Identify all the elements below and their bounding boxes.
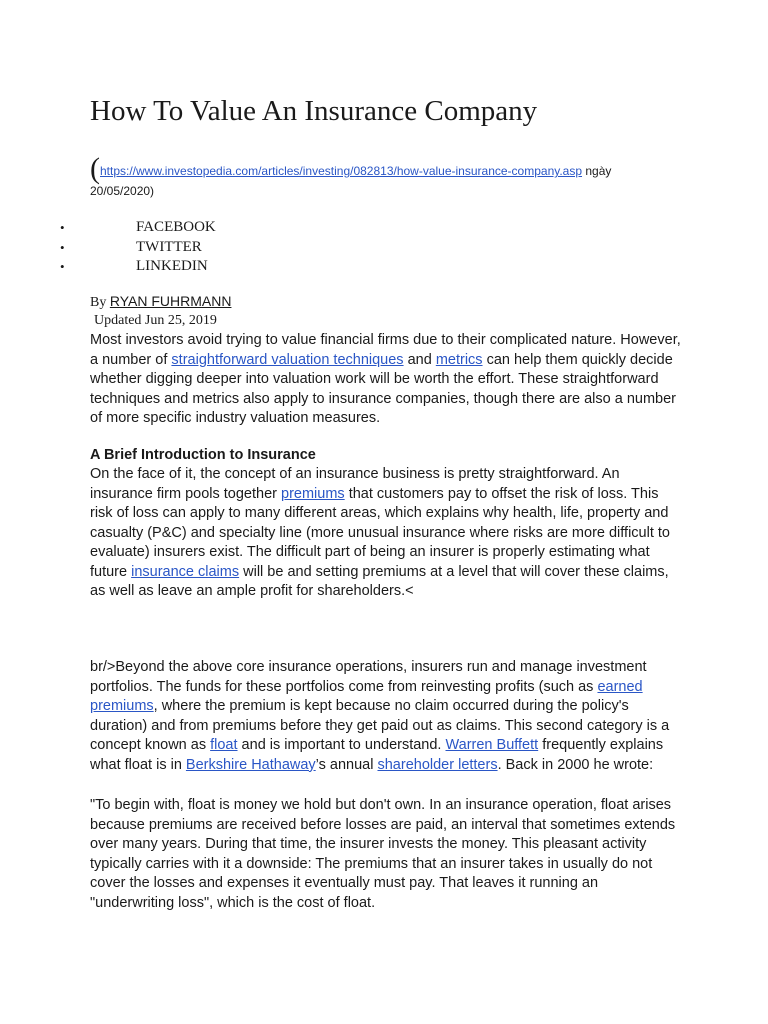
source-open-paren: (: [90, 152, 100, 185]
source-suffix: ngày: [582, 164, 612, 178]
byline-prefix: By: [90, 295, 110, 310]
text-run: On the face of it, the concept of an insurance business is pretty straightforward. An insurance firm pools together: [90, 466, 620, 502]
share-facebook-label[interactable]: FACEBOOK: [136, 219, 216, 235]
section-heading: A Brief Introduction to Insurance: [90, 447, 316, 463]
text-run: and is important to understand.: [237, 737, 446, 753]
paragraph-insurance-intro: [90, 465, 682, 602]
paragraph-intro: [90, 331, 682, 429]
valuation-techniques-link[interactable]: straightforward valuation techniques: [171, 351, 404, 368]
paragraph-float: [90, 658, 682, 775]
warren-buffett-link[interactable]: Warren Buffett: [445, 737, 539, 753]
bullet-icon: •: [60, 239, 65, 255]
text-run: that customers pay to offset the risk of loss. This risk of loss can apply to many different areas, which explains why health, life, property and casualty (P&C) and specialty line (more unusual insurance where risks are more difficult to evaluate) insurers exist. The difficult part of being an insurer is properly estimating what future: [90, 485, 670, 580]
bullet-icon: •: [60, 220, 65, 235]
text-run: and: [403, 351, 436, 368]
premiums-link[interactable]: premiums: [281, 485, 345, 502]
text-run: can help them quickly decide whether digging deeper into valuation work will be worth the effort. These straightforward techniques and metrics also apply to insurance companies, though there are also a number of more specific industry valuation measures.: [90, 351, 676, 426]
source-citation: [90, 152, 690, 198]
berkshire-hathaway-link[interactable]: Berkshire Hathaway: [185, 756, 316, 773]
text-run: ’s annual: [315, 756, 378, 773]
text-run: br/>Beyond the above core insurance operations, insurers run and manage investment portfolios. The funds for these portfolios come from reinvesting profits (such as: [90, 659, 647, 695]
updated-date: Updated Jun 25, 2019: [94, 313, 217, 328]
bullet-icon: •: [60, 259, 65, 274]
source-url-link[interactable]: https://www.investopedia.com/articles/investing/082813/how-value-insurance-company.asp: [100, 164, 583, 178]
page-title: How To Value An Insurance Company: [90, 95, 538, 127]
text-run: frequently explains what float is in: [90, 737, 664, 773]
byline: [90, 292, 231, 312]
text-run: . Back in 2000 he wrote:: [497, 756, 654, 773]
float-link[interactable]: float: [210, 737, 238, 753]
text-run: , where the premium is kept because no claim occurred during the policy's duration) and from premiums before they get paid out as claims. This second category is a concept known as: [90, 698, 670, 753]
text-run: Most investors avoid trying to value financial firms due to their complicated nature. However, a number of: [90, 332, 681, 368]
share-linkedin-label[interactable]: LINKEDIN: [136, 258, 208, 274]
share-twitter-label[interactable]: TWITTER: [136, 238, 202, 255]
metrics-link[interactable]: metrics: [435, 351, 483, 368]
text-run: will be and setting premiums at a level that will cover these claims, as well as leave an ample profit for shareholders.<: [90, 563, 669, 599]
author-link[interactable]: RYAN FUHRMANN: [109, 293, 232, 309]
paragraph-quote: "To begin with, float is money we hold but don't own. In an insurance operation, float arises because premiums are received before losses are paid, an interval that sometimes extends over many years. During that time, the insurer invests the money. This pleasant activity typically carries with it a downside: The premiums that an insurer takes in usually do not cover the losses and expenses it eventually must pay. That leaves it running an "underwriting loss", which is the cost of float.: [90, 797, 676, 911]
source-date: 20/05/2020): [90, 184, 155, 198]
earned-premiums-link[interactable]: earned premiums: [90, 678, 643, 714]
shareholder-letters-link[interactable]: shareholder letters: [377, 756, 498, 773]
insurance-claims-link[interactable]: insurance claims: [131, 563, 240, 580]
